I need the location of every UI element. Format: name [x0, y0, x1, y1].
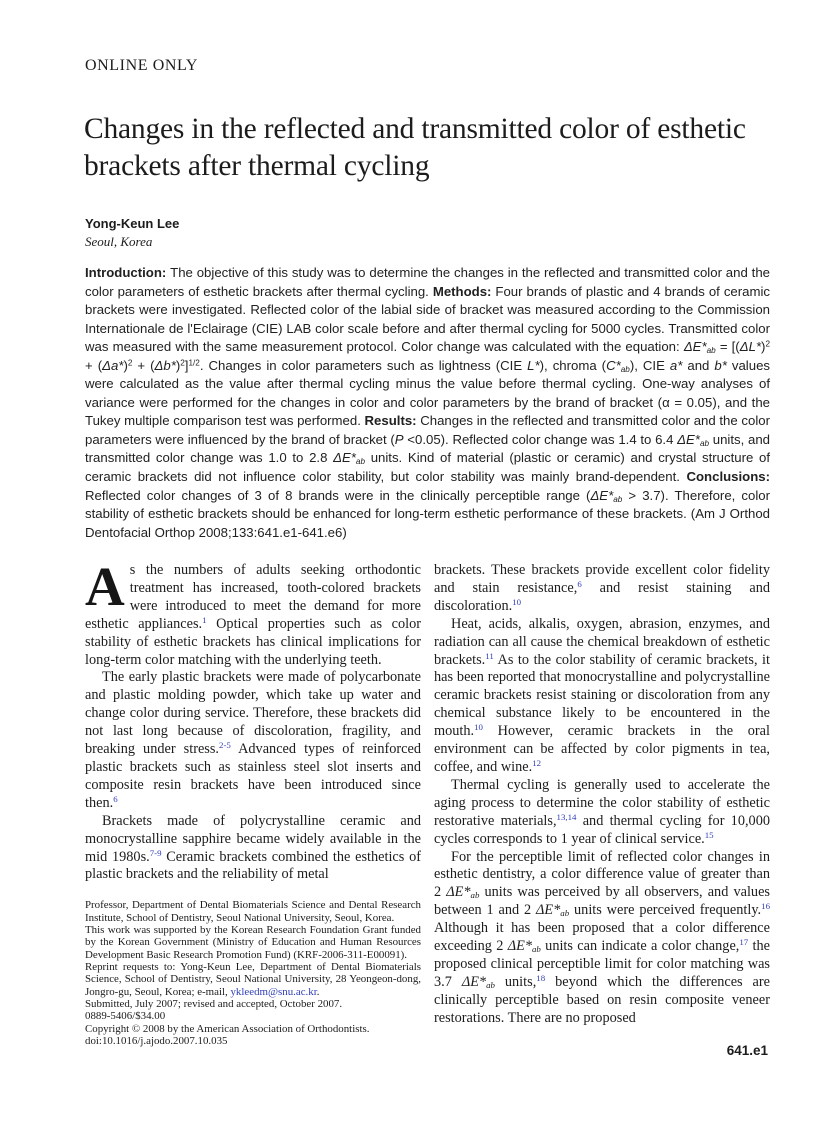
right-column [434, 562, 770, 1047]
body-paragraph: The early plastic brackets were made of polycarbonate and plastic molding powder, which take up water and change color during service. Therefore, these brackets did not last long because of discoloration, fragility, and breaking under stress.$^{2-5}$ Advanced types of reinforced plastic brackets such as stainless steel slot inserts and composite resin brackets have been introduced since then.$^6$ [85, 669, 421, 811]
text-run: ab [560, 908, 570, 919]
text-run: ab [486, 980, 495, 991]
text-run: ab [355, 457, 365, 467]
abstract-paragraph: Introduction: The objective of this study was to determine the changes in the reflected and transmitted color and the color parameters of esthetic brackets after thermal cycling. Methods: Four brands of plastic and 4 brands of ceramic brackets were investigated. Reflected color of the labial side of bracket was measured according to the Commission Internationale de l'Eclairage (CIE) LAB color scale before and after thermal cycling for 5000 cycles. Transmitted color was measured with the same measurement protocol. Color change was calculated with the equation: $\Delta E*ab = [(\Delta L*)^2 + (\Delta a*)^2 + (\Delta b*)^2]^{1/2}$. Changes in color parameters such as lightness (CIE L*), chroma (C*ab), CIE a* and b* values were calculated as the value after thermal cycling minus the value before thermal cycling. One-way analyses of variance were performed for the changes in color and color parameters by the brand of bracket (α = 0.05), and the Tukey multiple comparison test was performed. Results: Changes in the reflected and transmitted color and the color parameters were influenced by the brand of bracket (P <0.05). Reflected color change was 1.4 to 6.4 ΔE*ab units, and transmitted color change was 1.0 to 2.8 ΔE*ab units. Kind of material (plastic or ceramic) and crystal structure of ceramic brackets did not influence color stability, but color stability was mainly brand-dependent. Conclusions: Reflected color changes of 3 of 8 brands were in the clinically perceptible range (ΔE*ab > 3.7). Therefore, color stability of esthetic brackets should be enhanced for long-term esthetic performance of these brackets. (Am J Orthod Dentofacial Orthop 2008;133:641.e1-641.e6) [85, 265, 771, 540]
text-run: ΔE* [590, 487, 614, 503]
text-run: ΔE* [461, 973, 487, 990]
text-run: 2 [180, 358, 185, 368]
article-title: Changes in the reflected and transmitted color of esthetic brackets after thermal cycling [84, 113, 746, 182]
citation-reference-link[interactable]: 2-5 [219, 740, 231, 751]
text-run: ab [613, 494, 623, 504]
citation-reference-link[interactable]: 17 [739, 937, 749, 948]
footnote: Copyright © 2008 by the American Association of Orthodontists. [85, 1022, 370, 1035]
email-link[interactable]: ykleedm@snu.ac.kr [230, 985, 317, 998]
footnote: Professor, Department of Dental Biomaterials Science and Dental Research Institute, School of Dentistry, Seoul National University, Seoul, Korea. [85, 899, 421, 924]
text-run: ΔE* [683, 339, 707, 355]
text-run: 2 [765, 339, 770, 349]
text-run: ΔE* [446, 884, 471, 901]
footnotes-block [85, 899, 421, 1047]
right-column-text [434, 562, 770, 1028]
text-run: a* [669, 357, 683, 373]
text-run: L* [527, 357, 540, 373]
left-column-text [85, 556, 421, 884]
text-run: 1/2 [188, 358, 200, 368]
citation-reference-link[interactable]: 6 [577, 579, 582, 590]
citation-reference-link[interactable]: 11 [485, 650, 494, 661]
text-run: ab [470, 890, 480, 901]
text-run: ΔE* [507, 938, 532, 955]
citation-reference-link[interactable]: 18 [536, 972, 546, 983]
text-run: Conclusions: [686, 469, 770, 485]
text-run: ab [706, 346, 716, 356]
citation-reference-link[interactable]: 15 [704, 829, 714, 840]
text-run: Δa* [102, 357, 124, 373]
left-column [85, 556, 421, 1048]
text-run: ΔE* [536, 902, 561, 919]
two-column-body [85, 556, 771, 1048]
text-run: P [394, 431, 404, 447]
text-run: 2 [127, 358, 133, 368]
author-name: Yong-Keun Lee [85, 216, 180, 231]
citation-reference-link[interactable]: 10 [512, 596, 522, 607]
text-run: ΔE* [677, 431, 700, 447]
citation-reference-link[interactable]: 7-9 [149, 847, 162, 858]
text-run: ΔE* [333, 450, 356, 466]
citation-reference-link[interactable]: 12 [532, 758, 542, 769]
citation-reference-link[interactable]: 6 [113, 793, 118, 804]
text-run: Methods: [432, 283, 496, 299]
footnote: 0889-5406/$34.00 [85, 1010, 166, 1023]
author-location: Seoul, Korea [85, 234, 153, 249]
footnote: This work was supported by the Korean Research Foundation Grant funded by the Korean Government (Ministry of Education and Human Resources Development Basic Research Promotion Fund) (KRF-2006-311-E00091). [85, 924, 421, 961]
citation-reference-link[interactable]: 16 [761, 901, 770, 912]
body-paragraph: brackets. These brackets provide excellent color fidelity and stain resistance,$^6$ and resist staining and discoloration.$^{10}$ [434, 562, 770, 614]
body-paragraph: Brackets made of polycrystalline ceramic and monocrystalline sapphire became widely available in the mid 1980s.$^{7-9}$ Ceramic brackets combined the esthetics of plastic brackets and the reliability of metal [85, 812, 421, 883]
text-run: Results: [364, 413, 421, 429]
body-paragraph: For the perceptible limit of reflected color changes in esthetic dentistry, a color difference value of greater than 2 ΔE*ab units was perceived by all observers, and values between 1 and 2 ΔE*ab units were perceived frequently.$^{16}$ Although it has been proposed that a color difference exceeding 2 ΔE*ab units can indicate a color change,$^{17}$ the proposed clinical perceptible limit for color matching was 3.7 ΔE*ab units,$^{18}$ beyond which the differences are clinically perceptible based on resin composite veneer restorations. There are no proposed [434, 848, 771, 1026]
article-category-kicker: ONLINE ONLY [85, 57, 198, 74]
citation-reference-link[interactable]: 13,14 [556, 811, 577, 822]
drop-cap: A [85, 556, 125, 617]
text-run: Δb* [154, 357, 176, 373]
text-run: b* [714, 357, 727, 373]
citation-reference-link[interactable]: 1 [202, 614, 207, 625]
text-run: ΔL* [739, 339, 762, 355]
text-run: Introduction: [85, 265, 171, 280]
citation-reference-link[interactable]: 10 [474, 722, 483, 733]
body-paragraph: Heat, acids, alkalis, oxygen, abrasion, enzymes, and radiation can all cause the chemical breakdown of esthetic brackets.$^{11}$ As to the color stability of ceramic brackets, it has been reported that monocrystalline and polycrystalline ceramic brackets resist staining or discoloration from any chemical substance likely to be encountered in the mouth.$^{10}$ However, ceramic brackets in the oral environment can be affected by color pigments in tea, coffee, and wine.$^{12}$ [434, 615, 770, 775]
footnote: Submitted, July 2007; revised and accepted, October 2007. [85, 998, 343, 1011]
text-run: ab [532, 944, 541, 955]
text-run: ab [620, 364, 630, 374]
body-paragraph: As the numbers of adults seeking orthodontic treatment has increased, tooth-colored brackets were introduced to meet the demand for more esthetic appliances.$^1$ Optical properties such as color stability of esthetic brackets has clinical implications for long-term color matching with the underlying teeth. [85, 556, 421, 668]
body-paragraph: Thermal cycling is generally used to accelerate the aging process to determine the color stability of esthetic restorative materials,$^{13,14}$ and thermal cycling for 10,000 cycles corresponds to 1 year of clinical service.$^{15}$ [434, 776, 770, 847]
footnote: Reprint requests to: Yong-Keun Lee, Department of Dental Biomaterials Science, School of Dentistry, Seoul National University, 28 Yeongeon-dong, Jongro-gu, Seoul, Korea; e-mail, ykleedm@snu.ac.kr. [85, 961, 421, 998]
page-number: 641.e1 [726, 1043, 768, 1058]
text-run: ab [699, 438, 710, 448]
footnote: doi:10.1016/j.ajodo.2007.10.035 [85, 1035, 228, 1048]
text-run: C* [606, 357, 621, 373]
